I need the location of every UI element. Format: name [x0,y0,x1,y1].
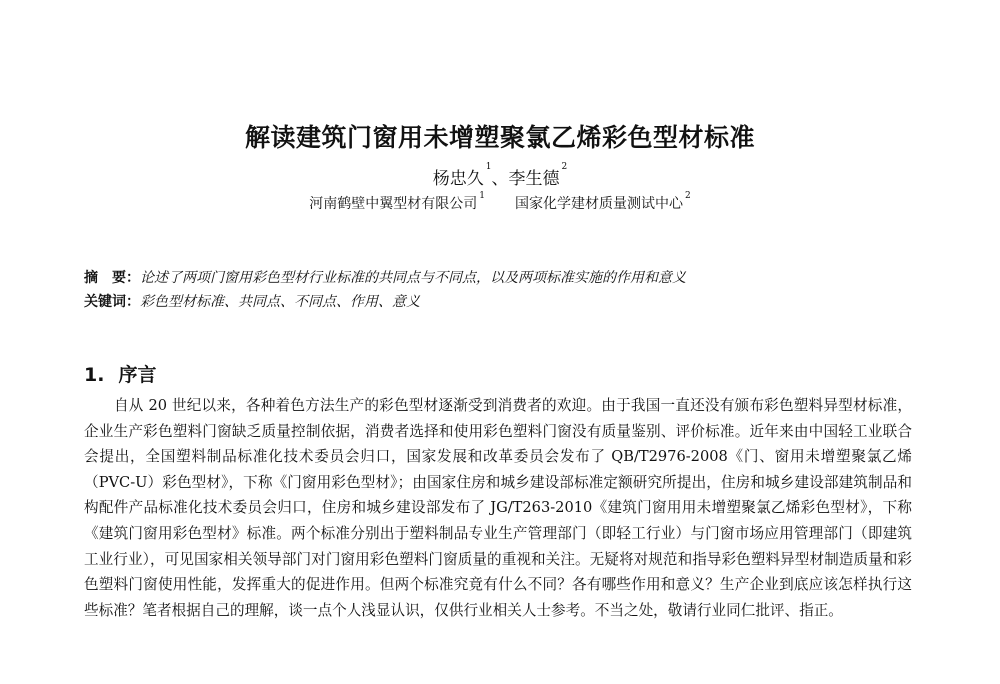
author-superscript: 1 [485,162,492,172]
keywords-text: 彩色型材标准、共同点、不同点、作用、意义 [140,294,420,310]
paper-title: 解读建筑门窗用未增塑聚氯乙烯彩色型材标准 [244,123,755,152]
keywords-line [84,290,944,314]
affiliation-line [0,193,1000,213]
affiliation-superscript: 1 [479,191,485,201]
abstract-line [84,266,944,290]
section-number: 1. [84,364,105,386]
abstract-text: 论述了两项门窗用彩色型材行业标准的共同点与不同点，以及两项标准实施的作用和意义 [140,270,686,286]
affiliation-superscript: 2 [685,191,691,201]
body-paragraph: 自从 20 世纪以来，各种着色方法生产的彩色型材逐渐受到消费者的欢迎。由于我国一直还没有颁布彩色塑料异型材标准，企业生产彩色塑料门窗缺乏质量控制依据，消费者选择和使用彩色塑料门窗没有质量鉴别、评价标准。近年来由中国轻工业联合会提出，全国塑料制品标准化技术委员会归口，国家发展和改革委员会发布了 QB/T2976-2008《门、窗用未增塑聚氯乙烯（PVC-U）彩色型材》，下称《门窗用彩色型材》；由国家住房和城乡建设部标准定额研究所提出，住房和城乡建设部建筑制品和构配件产品标准化技术委员会归口，住房和城乡建设部发布了 JG/T263-2010《建筑门窗用用未增塑聚氯乙烯彩色型材》，下称《建筑门窗用彩色型材》标准。两个标准分别出于塑料制品专业生产管理部门（即轻工行业）与门窗市场应用管理部门（即建筑工业行业），可见国家相关领导部门对门窗用彩色塑料门窗质量的重视和关注。无疑将对规范和指导彩色塑料异型材制造质量和彩色塑料门窗使用性能，发挥重大的促进作用。但两个标准究竟有什么不同？各有哪些作用和意义？生产企业到底应该怎样执行这些标准？笔者根据自己的理解，谈一点个人浅显认识，仅供行业相关人士参考。不当之处，敬请行业同仁批评、指正。 [84,397,912,619]
author-separator: 、 [491,169,509,189]
author-name: 李生德 [508,169,560,189]
abstract-block [84,266,944,314]
author-line [0,164,1000,189]
section-title: 序言 [118,364,157,386]
author-superscript: 2 [561,162,568,172]
abstract-label: 摘 要： [84,270,140,286]
section-heading [84,360,156,387]
affiliation-name: 国家化学建材质量测试中心 [515,196,683,212]
keywords-label: 关键词： [84,294,140,310]
affiliation-name: 河南鹤壁中翼型材有限公司 [309,196,478,212]
author-name: 杨忠久 [432,169,484,189]
